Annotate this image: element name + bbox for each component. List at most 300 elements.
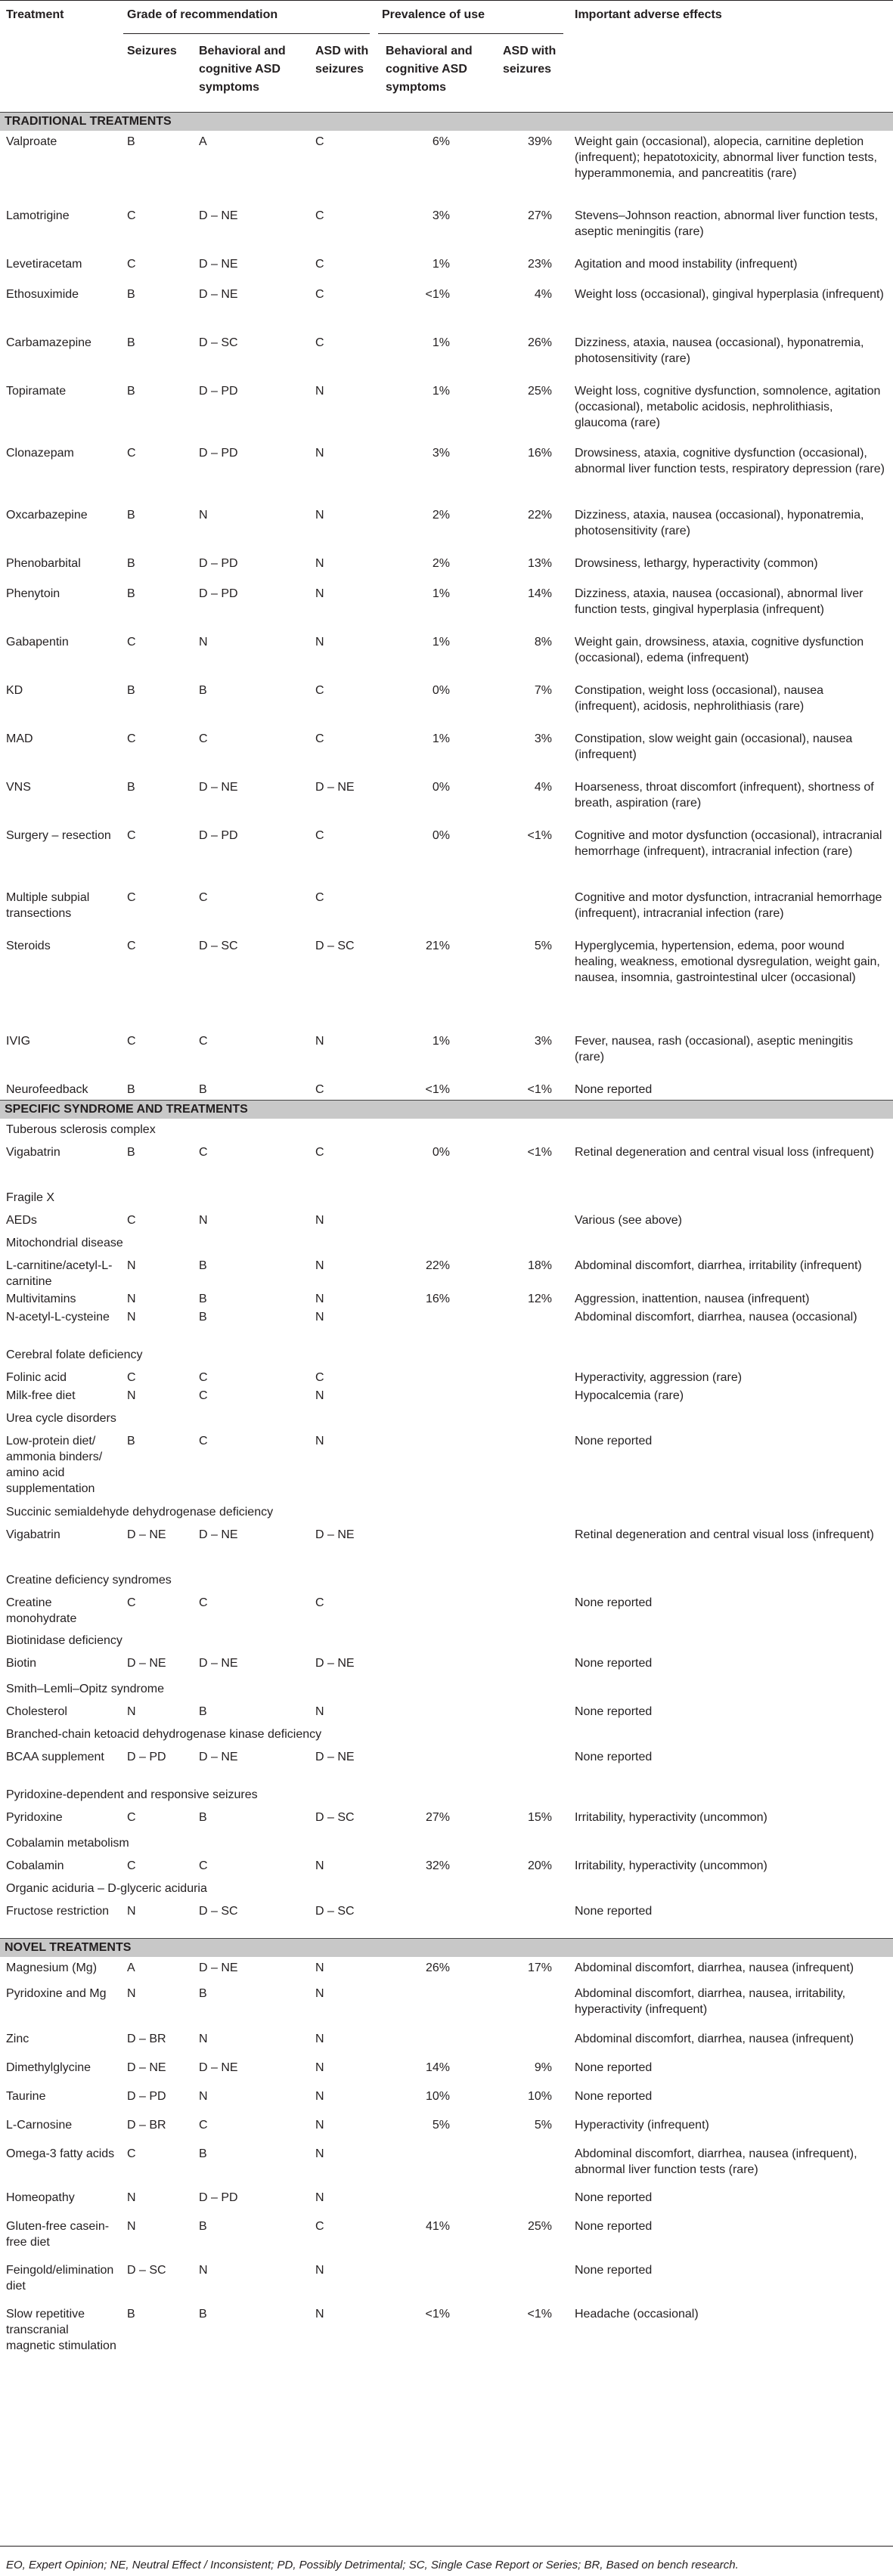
cell-seizures: B	[127, 1435, 135, 1447]
cell-asd-seizures: C	[315, 288, 324, 301]
cell-prev-asd-seizures: 5%	[534, 940, 552, 952]
header-grade: Grade of recommendation	[127, 8, 278, 21]
cell-behavioral: C	[199, 732, 208, 745]
cell-adverse-effects: Various (see above)	[575, 1214, 682, 1227]
cell-behavioral: B	[199, 2308, 207, 2321]
cell-prev-behavioral: <1%	[425, 288, 450, 301]
cell-seizures: N	[127, 1389, 136, 1402]
table-row	[0, 1306, 893, 1344]
cell-prev-asd-seizures: <1%	[527, 829, 552, 842]
cell-seizures: B	[127, 684, 135, 697]
cell-prev-asd-seizures: 39%	[527, 135, 552, 148]
cell-behavioral: D – SC	[199, 940, 238, 952]
cell-adverse-effects: Hyperglycemia, hypertension, edema, poor wound healing, weakness, emotional dysregulation, weight gain, nausea, insomnia, gastrointestinal ulcer (occasional)	[575, 940, 880, 984]
cell-asd-seizures: N	[315, 557, 324, 570]
cell-adverse-effects: None reported	[575, 1705, 653, 1718]
table-row	[0, 504, 893, 553]
cell-treatment: Fructose restriction	[6, 1905, 110, 1918]
table-row	[0, 776, 893, 825]
cell-prev-asd-seizures: 3%	[534, 1035, 552, 1048]
table-row	[0, 2187, 893, 2215]
cell-prev-behavioral: 0%	[432, 684, 450, 697]
cell-prev-behavioral: 16%	[425, 1293, 450, 1305]
cell-prev-asd-seizures: 8%	[534, 636, 552, 649]
cell-adverse-effects: None reported	[575, 2264, 653, 2277]
cell-seizures: N	[127, 2191, 136, 2204]
table-row	[0, 2114, 893, 2143]
cell-seizures: C	[127, 258, 136, 271]
cell-adverse-effects: None reported	[575, 1905, 653, 1918]
cell-asd-seizures: N	[315, 587, 324, 600]
cell-prev-behavioral: 2%	[432, 509, 450, 522]
cell-adverse-effects: Drowsiness, ataxia, cognitive dysfunction (occasional), abnormal liver function tests, respiratory depression (rare)	[575, 447, 885, 475]
cell-prev-asd-seizures: 13%	[527, 557, 552, 570]
cell-asd-seizures: D – SC	[315, 940, 355, 952]
cell-treatment: AEDs	[6, 1214, 37, 1227]
cell-adverse-effects: Weight gain, drowsiness, ataxia, cognitive dysfunction (occasional), edema (infrequent)	[575, 636, 864, 664]
cell-adverse-effects: Weight loss, cognitive dysfunction, somnolence, agitation (occasional), metabolic acidosis, nephrolithiasis, glaucoma (rare)	[575, 385, 881, 429]
cell-seizures: D – PD	[127, 2090, 166, 2103]
cell-prev-asd-seizures: 26%	[527, 336, 552, 349]
cell-prev-asd-seizures: 25%	[527, 2220, 552, 2233]
table-row	[0, 1983, 893, 2028]
cell-treatment: Vigabatrin	[6, 1528, 60, 1541]
cell-behavioral: A	[199, 135, 207, 148]
cell-prev-asd-seizures: 7%	[534, 684, 552, 697]
cell-treatment: Low-protein diet/ ammonia binders/ amino acid supplementation	[6, 1435, 103, 1495]
cell-seizures: B	[127, 557, 135, 570]
table-row	[0, 887, 893, 935]
table-footnote: EO, Expert Opinion; NE, Neutral Effect / Inconsistent; PD, Possibly Detrimental; SC, Single Case Report or Series; BR, Based on bench research.	[6, 2559, 739, 2571]
table-row	[0, 1957, 893, 1983]
cell-seizures: B	[127, 587, 135, 600]
cell-treatment: Gabapentin	[6, 636, 69, 649]
cell-behavioral: B	[199, 1811, 207, 1824]
cell-behavioral: N	[199, 2033, 208, 2045]
cell-seizures: C	[127, 447, 136, 460]
cell-seizures: D – NE	[127, 1657, 166, 1670]
cell-treatment: Taurine	[6, 2090, 46, 2103]
cell-prev-behavioral: 10%	[425, 2090, 450, 2103]
cell-treatment: Clonazepam	[6, 447, 74, 460]
cell-asd-seizures: C	[315, 1596, 324, 1609]
cell-treatment: Surgery – resection	[6, 829, 111, 842]
cell-seizures: N	[127, 1311, 136, 1324]
table-row	[0, 1367, 893, 1385]
cell-seizures: N	[127, 1293, 136, 1305]
cell-prev-asd-seizures: 9%	[534, 2061, 552, 2074]
cell-treatment: Biotin	[6, 1657, 37, 1670]
cell-prev-asd-seizures: 15%	[527, 1811, 552, 1824]
cell-asd-seizures: N	[315, 385, 324, 398]
cell-prev-behavioral: 0%	[432, 829, 450, 842]
table-row	[0, 1746, 893, 1784]
cell-behavioral: C	[199, 891, 208, 904]
cell-treatment: Creatine monohydrate	[6, 1596, 77, 1625]
cell-asd-seizures: N	[315, 509, 324, 522]
cell-treatment: Cholesterol	[6, 1705, 67, 1718]
cell-treatment: Multiple subpial transections	[6, 891, 90, 920]
cell-prev-behavioral: 5%	[432, 2119, 450, 2132]
cell-seizures: C	[127, 940, 136, 952]
cell-treatment: IVIG	[6, 1035, 31, 1048]
cell-treatment: Vigabatrin	[6, 1146, 60, 1159]
table-row	[0, 332, 893, 380]
cell-prev-behavioral: 0%	[432, 1146, 450, 1159]
group-label: Pyridoxine-dependent and responsive seizures	[6, 1788, 258, 1801]
cell-adverse-effects: Hypocalcemia (rare)	[575, 1389, 684, 1402]
cell-prev-behavioral: 14%	[425, 2061, 450, 2074]
header-treatment: Treatment	[6, 8, 64, 21]
section-header: TRADITIONAL TREATMENTS	[0, 112, 893, 131]
cell-prev-asd-seizures: 27%	[527, 209, 552, 222]
cell-prev-behavioral: 1%	[432, 385, 450, 398]
cell-asd-seizures: N	[315, 1705, 324, 1718]
cell-behavioral: D – SC	[199, 336, 238, 349]
cell-treatment: Milk-free diet	[6, 1389, 76, 1402]
cell-prev-behavioral: 26%	[425, 1961, 450, 1974]
cell-treatment: Dimethylglycine	[6, 2061, 91, 2074]
cell-asd-seizures: N	[315, 2033, 324, 2045]
table-row	[0, 680, 893, 728]
cell-asd-seizures: N	[315, 2191, 324, 2204]
cell-prev-behavioral: 21%	[425, 940, 450, 952]
cell-treatment: L-Carnosine	[6, 2119, 73, 2132]
cell-prev-asd-seizures: <1%	[527, 1146, 552, 1159]
cell-seizures: C	[127, 1035, 136, 1048]
cell-treatment: Steroids	[6, 940, 51, 952]
cell-asd-seizures: C	[315, 684, 324, 697]
table-row	[0, 728, 893, 776]
cell-prev-behavioral: 3%	[432, 447, 450, 460]
group-label: Succinic semialdehyde dehydrogenase deficiency	[6, 1506, 274, 1519]
cell-treatment: Ethosuximide	[6, 288, 79, 301]
cell-adverse-effects: Headache (occasional)	[575, 2308, 699, 2321]
header-adverse-effects: Important adverse effects	[575, 8, 722, 21]
table-row	[0, 1592, 893, 1630]
group-label: Biotinidase deficiency	[6, 1634, 122, 1647]
cell-prev-behavioral: 41%	[425, 2220, 450, 2233]
cell-adverse-effects: None reported	[575, 1435, 653, 1447]
group-label: Urea cycle disorders	[6, 1412, 116, 1425]
cell-seizures: C	[127, 891, 136, 904]
cell-behavioral: D – NE	[199, 1961, 238, 1974]
group-label: Organic aciduria – D-glyceric aciduria	[6, 1882, 207, 1895]
cell-prev-behavioral: 1%	[432, 732, 450, 745]
cell-behavioral: N	[199, 1214, 208, 1227]
table-row	[0, 1385, 893, 1407]
group-label: Smith–Lemli–Opitz syndrome	[6, 1683, 164, 1695]
cell-asd-seizures: C	[315, 2220, 324, 2233]
cell-adverse-effects: Retinal degeneration and central visual loss (infrequent)	[575, 1146, 874, 1159]
cell-prev-behavioral: <1%	[425, 2308, 450, 2321]
cell-treatment: Valproate	[6, 135, 57, 148]
cell-adverse-effects: Constipation, slow weight gain (occasional), nausea (infrequent)	[575, 732, 853, 761]
cell-seizures: B	[127, 1146, 135, 1159]
cell-prev-behavioral: 27%	[425, 1811, 450, 1824]
group-label: Fragile X	[6, 1191, 55, 1204]
cell-seizures: N	[127, 1987, 136, 2000]
cell-adverse-effects: Weight gain (occasional), alopecia, carnitine depletion (infrequent); hepatotoxicity, abnormal liver function tests, hyperammonemia, and pancreatitis (rare)	[575, 135, 877, 180]
cell-prev-behavioral: <1%	[425, 1083, 450, 1096]
cell-seizures: B	[127, 135, 135, 148]
table-row	[0, 2057, 893, 2085]
cell-asd-seizures: C	[315, 209, 324, 222]
cell-prev-asd-seizures: <1%	[527, 1083, 552, 1096]
cell-asd-seizures: D – SC	[315, 1811, 355, 1824]
cell-prev-behavioral: 1%	[432, 258, 450, 271]
cell-treatment: Lamotrigine	[6, 209, 70, 222]
cell-asd-seizures: N	[315, 1987, 324, 2000]
cell-behavioral: C	[199, 1596, 208, 1609]
cell-asd-seizures: C	[315, 829, 324, 842]
cell-prev-behavioral: 3%	[432, 209, 450, 222]
cell-asd-seizures: C	[315, 1371, 324, 1384]
cell-treatment: BCAA supplement	[6, 1751, 104, 1763]
cell-adverse-effects: None reported	[575, 1751, 653, 1763]
table-row	[0, 1255, 893, 1288]
table-row	[0, 2259, 893, 2303]
cell-seizures: C	[127, 1811, 136, 1824]
cell-adverse-effects: Dizziness, ataxia, nausea (occasional), hyponatremia, photosensitivity (rare)	[575, 336, 864, 365]
cell-adverse-effects: Dizziness, ataxia, nausea (occasional), abnormal liver function tests, gingival hyperplasia (infrequent)	[575, 587, 864, 616]
cell-treatment: Homeopathy	[6, 2191, 75, 2204]
cell-behavioral: B	[199, 1259, 207, 1272]
cell-prev-behavioral: 6%	[432, 135, 450, 148]
cell-adverse-effects: Retinal degeneration and central visual loss (infrequent)	[575, 1528, 874, 1541]
cell-asd-seizures: C	[315, 258, 324, 271]
table-body	[0, 112, 893, 2376]
table-row	[0, 1855, 893, 1878]
cell-prev-behavioral: 2%	[432, 557, 450, 570]
cell-behavioral: D – NE	[199, 781, 238, 794]
table-row	[0, 553, 893, 583]
cell-asd-seizures: N	[315, 1259, 324, 1272]
cell-adverse-effects: Fever, nausea, rash (occasional), aseptic meningitis (rare)	[575, 1035, 854, 1064]
cell-treatment: MAD	[6, 732, 33, 745]
cell-prev-asd-seizures: 20%	[527, 1859, 552, 1872]
cell-behavioral: B	[199, 684, 207, 697]
cell-asd-seizures: N	[315, 1389, 324, 1402]
cell-asd-seizures: D – NE	[315, 1657, 355, 1670]
cell-prev-asd-seizures: 5%	[534, 2119, 552, 2132]
cell-behavioral: D – NE	[199, 1751, 238, 1763]
table-row	[0, 935, 893, 1030]
cell-adverse-effects: None reported	[575, 2191, 653, 2204]
cell-treatment: Topiramate	[6, 385, 67, 398]
cell-treatment: Feingold/elimination diet	[6, 2264, 114, 2293]
cell-asd-seizures: N	[315, 1035, 324, 1048]
cell-behavioral: D – PD	[199, 447, 238, 460]
cell-adverse-effects: Drowsiness, lethargy, hyperactivity (common)	[575, 557, 818, 570]
cell-adverse-effects: Hoarseness, throat discomfort (infrequent), shortness of breath, aspiration (rare)	[575, 781, 874, 810]
cell-prev-asd-seizures: 3%	[534, 732, 552, 745]
cell-treatment: N-acetyl-L-cysteine	[6, 1311, 110, 1324]
cell-seizures: D – SC	[127, 2264, 166, 2277]
table-row	[0, 283, 893, 332]
cell-asd-seizures: C	[315, 1146, 324, 1159]
cell-asd-seizures: N	[315, 636, 324, 649]
cell-treatment: Magnesium (Mg)	[6, 1961, 98, 1974]
cell-prev-asd-seizures: 16%	[527, 447, 552, 460]
cell-behavioral: B	[199, 1311, 207, 1324]
cell-adverse-effects: Abdominal discomfort, diarrhea, nausea, irritability, hyperactivity (infrequent)	[575, 1987, 846, 2016]
cell-treatment: Phenobarbital	[6, 557, 81, 570]
cell-seizures: C	[127, 829, 136, 842]
cell-prev-asd-seizures: 22%	[527, 509, 552, 522]
cell-asd-seizures: D – NE	[315, 1751, 355, 1763]
group-label: Cerebral folate deficiency	[6, 1348, 143, 1361]
cell-seizures: A	[127, 1961, 135, 1974]
cell-behavioral: C	[199, 1371, 208, 1384]
cell-asd-seizures: N	[315, 2061, 324, 2074]
cell-treatment: Zinc	[6, 2033, 29, 2045]
group-label: Creatine deficiency syndromes	[6, 1574, 172, 1587]
cell-behavioral: B	[199, 1083, 207, 1096]
cell-asd-seizures: N	[315, 2147, 324, 2160]
table-row	[0, 1807, 893, 1832]
cell-adverse-effects: Hyperactivity, aggression (rare)	[575, 1371, 743, 1384]
cell-seizures: D – NE	[127, 2061, 166, 2074]
cell-behavioral: D – NE	[199, 1657, 238, 1670]
cell-treatment: Neurofeedback	[6, 1083, 88, 1096]
table-header	[0, 0, 893, 112]
cell-prev-behavioral: 22%	[425, 1259, 450, 1272]
cell-asd-seizures: N	[315, 2264, 324, 2277]
cell-prev-asd-seizures: 12%	[527, 1293, 552, 1305]
cell-behavioral: B	[199, 1705, 207, 1718]
group-label: Cobalamin metabolism	[6, 1837, 129, 1850]
table-row	[0, 631, 893, 680]
cell-adverse-effects: None reported	[575, 1596, 653, 1609]
cell-seizures: C	[127, 2147, 136, 2160]
cell-behavioral: C	[199, 1859, 208, 1872]
section-header: SPECIFIC SYNDROME AND TREATMENTS	[0, 1100, 893, 1119]
cell-behavioral: D – PD	[199, 829, 238, 842]
section-header: NOVEL TREATMENTS	[0, 1938, 893, 1957]
cell-asd-seizures: N	[315, 1293, 324, 1305]
cell-behavioral: B	[199, 1293, 207, 1305]
cell-seizures: N	[127, 1259, 136, 1272]
header-prev-behavioral: Behavioral and cognitive ASD symptoms	[386, 45, 473, 94]
cell-prev-behavioral: 1%	[432, 336, 450, 349]
cell-seizures: N	[127, 1705, 136, 1718]
group-label: Mitochondrial disease	[6, 1237, 123, 1249]
cell-behavioral: C	[199, 1435, 208, 1447]
table-row	[0, 2303, 893, 2376]
cell-seizures: D – BR	[127, 2119, 166, 2132]
header-prevalence: Prevalence of use	[382, 8, 485, 21]
cell-seizures: B	[127, 288, 135, 301]
cell-behavioral: D – SC	[199, 1905, 238, 1918]
cell-prev-asd-seizures: 25%	[527, 385, 552, 398]
cell-behavioral: D – PD	[199, 587, 238, 600]
cell-prev-asd-seizures: 23%	[527, 258, 552, 271]
table-row	[0, 131, 893, 205]
cell-adverse-effects: None reported	[575, 2090, 653, 2103]
cell-seizures: C	[127, 732, 136, 745]
table-row	[0, 442, 893, 504]
cell-behavioral: C	[199, 1389, 208, 1402]
cell-treatment: Slow repetitive transcranial magnetic stimulation	[6, 2308, 116, 2352]
cell-asd-seizures: D – SC	[315, 1905, 355, 1918]
table-row	[0, 1141, 893, 1187]
cell-asd-seizures: C	[315, 891, 324, 904]
table-row	[0, 1209, 893, 1232]
cell-adverse-effects: Abdominal discomfort, diarrhea, irritability (infrequent)	[575, 1259, 862, 1272]
cell-adverse-effects: Aggression, inattention, nausea (infrequent)	[575, 1293, 810, 1305]
cell-behavioral: D – NE	[199, 2061, 238, 2074]
cell-behavioral: C	[199, 1146, 208, 1159]
cell-prev-asd-seizures: 10%	[527, 2090, 552, 2103]
header-prev-asd-seizures: ASD with seizures	[503, 45, 557, 76]
cell-behavioral: D – PD	[199, 557, 238, 570]
cell-treatment: Cobalamin	[6, 1859, 64, 1872]
cell-behavioral: D – NE	[199, 1528, 238, 1541]
cell-asd-seizures: N	[315, 2308, 324, 2321]
cell-adverse-effects: Cognitive and motor dysfunction (occasional), intracranial hemorrhage (infrequent), intracranial infection (rare)	[575, 829, 882, 858]
cell-asd-seizures: C	[315, 135, 324, 148]
group-label: Tuberous sclerosis complex	[6, 1123, 156, 1136]
cell-asd-seizures: D – NE	[315, 1528, 355, 1541]
table-row	[0, 380, 893, 442]
cell-adverse-effects: None reported	[575, 1083, 653, 1096]
cell-adverse-effects: None reported	[575, 2220, 653, 2233]
cell-treatment: Pyridoxine and Mg	[6, 1987, 107, 2000]
cell-behavioral: B	[199, 2147, 207, 2160]
cell-treatment: L-carnitine/acetyl-L-carnitine	[6, 1259, 113, 1288]
cell-treatment: Gluten-free casein-free diet	[6, 2220, 110, 2249]
cell-asd-seizures: D – NE	[315, 781, 355, 794]
cell-seizures: D – NE	[127, 1528, 166, 1541]
cell-adverse-effects: Weight loss (occasional), gingival hyperplasia (infrequent)	[575, 288, 884, 301]
cell-adverse-effects: Abdominal discomfort, diarrhea, nausea (infrequent), abnormal liver function tests (rare)	[575, 2147, 857, 2176]
cell-seizures: D – BR	[127, 2033, 166, 2045]
cell-adverse-effects: Abdominal discomfort, diarrhea, nausea (occasional)	[575, 1311, 857, 1324]
cell-asd-seizures: N	[315, 1961, 324, 1974]
cell-behavioral: C	[199, 2119, 208, 2132]
cell-prev-behavioral: 32%	[425, 1859, 450, 1872]
cell-prev-behavioral: 1%	[432, 1035, 450, 1048]
cell-adverse-effects: Irritability, hyperactivity (uncommon)	[575, 1859, 767, 1872]
cell-behavioral: B	[199, 2220, 207, 2233]
cell-treatment: KD	[6, 684, 23, 697]
cell-adverse-effects: Hyperactivity (infrequent)	[575, 2119, 709, 2132]
cell-treatment: Carbamazepine	[6, 336, 91, 349]
cell-prev-asd-seizures: 17%	[527, 1961, 552, 1974]
table-row	[0, 1079, 893, 1100]
cell-adverse-effects: Abdominal discomfort, diarrhea, nausea (infrequent)	[575, 1961, 854, 1974]
table-row	[0, 2085, 893, 2114]
cell-adverse-effects: None reported	[575, 2061, 653, 2074]
cell-asd-seizures: N	[315, 2090, 324, 2103]
cell-seizures: B	[127, 2308, 135, 2321]
cell-treatment: VNS	[6, 781, 31, 794]
cell-behavioral: N	[199, 509, 208, 522]
cell-treatment: Oxcarbazepine	[6, 509, 88, 522]
cell-treatment: Levetiracetam	[6, 258, 82, 271]
table-row	[0, 2143, 893, 2187]
table-row	[0, 1900, 893, 1938]
cell-seizures: N	[127, 1905, 136, 1918]
table-row	[0, 583, 893, 631]
cell-behavioral: D – NE	[199, 209, 238, 222]
cell-adverse-effects: Abdominal discomfort, diarrhea, nausea (infrequent)	[575, 2033, 854, 2045]
cell-asd-seizures: N	[315, 2119, 324, 2132]
cell-adverse-effects: None reported	[575, 1657, 653, 1670]
cell-behavioral: N	[199, 2090, 208, 2103]
table-row	[0, 1430, 893, 1501]
